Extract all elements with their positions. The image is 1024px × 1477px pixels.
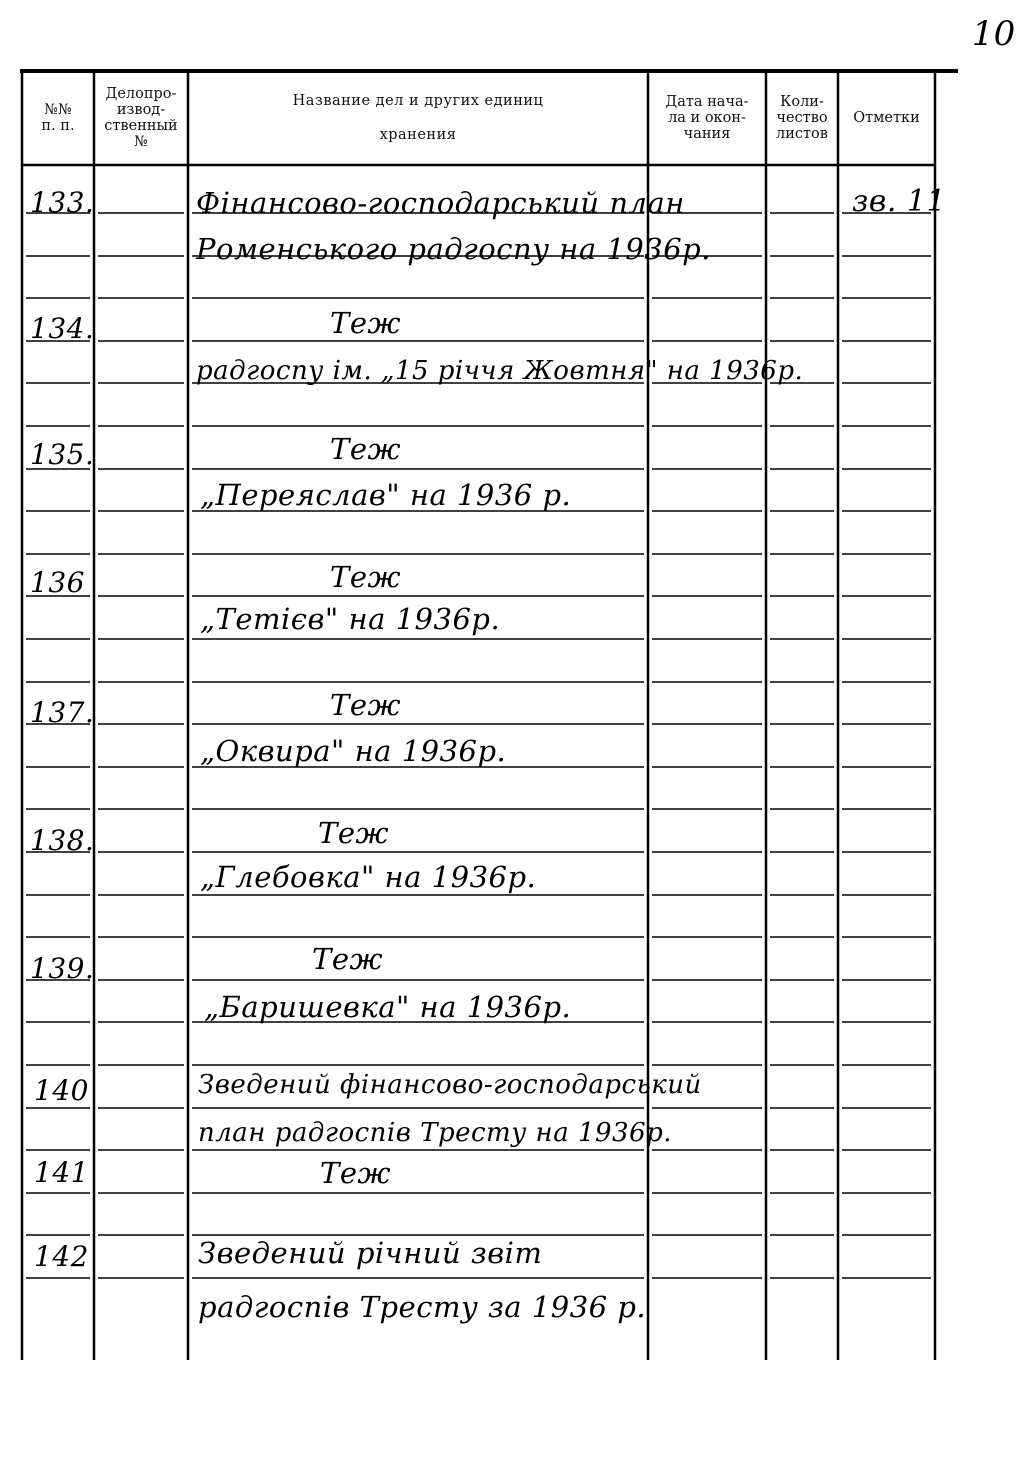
- entry-line-1: Теж: [318, 816, 389, 850]
- row-number: 133.: [30, 186, 95, 219]
- header-row-number: №№ п. п.: [41, 102, 75, 134]
- row-number: 137.: [30, 696, 95, 729]
- row-number: 135.: [30, 438, 95, 471]
- page-number: 10: [972, 14, 1016, 54]
- entry-line-2: Роменського радгоспу на 1936р.: [196, 232, 711, 266]
- entry-line-2: план радгоспів Тресту на 1936р.: [198, 1118, 673, 1148]
- entry-line-2: радгоспів Тресту за 1936 р.: [198, 1290, 647, 1324]
- entry-line-2: „Оквира" на 1936р.: [200, 734, 507, 768]
- row-number: 138.: [30, 824, 95, 857]
- row-number: 134.: [30, 312, 95, 345]
- header-case-number: Делопро- извод- ственный №: [104, 86, 178, 150]
- entry-line-1: Теж: [330, 688, 401, 722]
- row-number: 139.: [30, 952, 95, 985]
- entry-line-1: Фінансово-господарський план: [196, 186, 685, 220]
- row-number: 140: [34, 1074, 89, 1107]
- header-notes: Отметки: [853, 110, 920, 126]
- entry-line-2: „Глебовка" на 1936р.: [200, 860, 537, 894]
- entry-line-1: Зведений річний звіт: [198, 1236, 543, 1270]
- header-dates: Дата нача- ла и окон- чания: [665, 94, 749, 142]
- entry-note: зв. 11: [852, 184, 947, 219]
- header-title: Название дел и других единиц хранения: [292, 93, 544, 143]
- header-sheet-count: Коли- чество листов: [776, 94, 828, 142]
- entry-line-1: Теж: [330, 306, 401, 340]
- row-number: 136: [30, 566, 85, 599]
- entry-line-1: Теж: [330, 432, 401, 466]
- entry-line-2: „Баришевка" на 1936р.: [204, 990, 572, 1024]
- entry-line-1: Теж: [312, 942, 383, 976]
- row-number: 141: [34, 1156, 89, 1189]
- entry-line-2: „Переяслав" на 1936 р.: [200, 478, 572, 512]
- row-number: 142: [34, 1240, 89, 1273]
- entry-line-1: Теж: [320, 1156, 391, 1190]
- entry-line-1: Зведений фінансово-господарський: [198, 1070, 702, 1100]
- entry-line-2: „Тетієв" на 1936р.: [200, 602, 501, 636]
- entry-line-1: Теж: [330, 560, 401, 594]
- entry-line-2: радгоспу ім. „15 річчя Жовтня" на 1936р.: [196, 356, 804, 386]
